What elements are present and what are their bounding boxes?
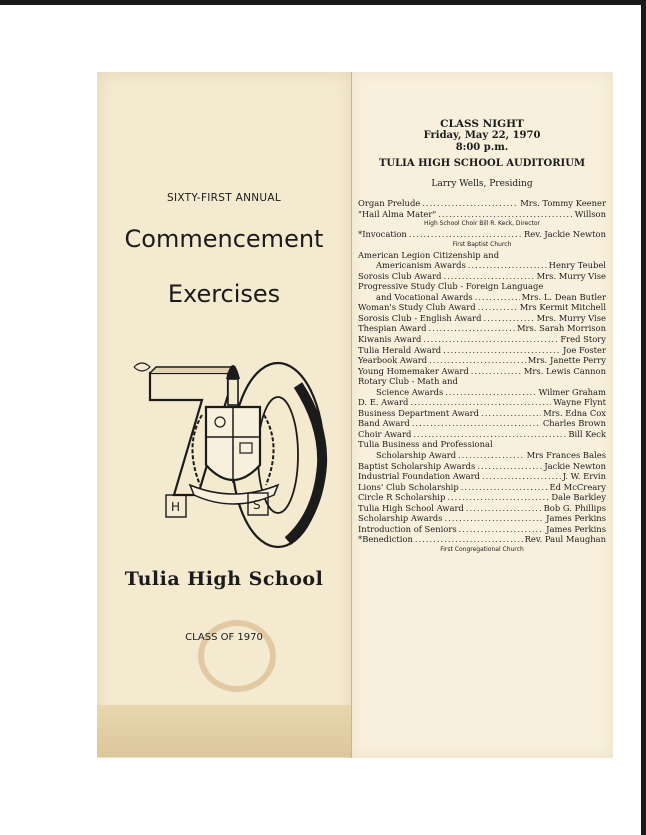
program-item xyxy=(358,492,606,503)
program-item xyxy=(358,387,606,398)
dot-leader xyxy=(429,355,526,366)
program-item xyxy=(358,450,606,461)
dot-leader xyxy=(482,471,561,482)
school-name: Tulia High School xyxy=(124,568,324,590)
program-item-presenter: Bill Keck xyxy=(568,428,606,439)
class-of-label: CLASS OF 1970 xyxy=(185,632,263,643)
class-night-program xyxy=(358,118,606,555)
program-item-presenter: Ed McCreary xyxy=(549,481,606,492)
program-item-presenter: Bob G. Phillips xyxy=(543,502,606,513)
program-item xyxy=(358,302,606,313)
program-note: First Baptist Church xyxy=(452,240,512,248)
program-item xyxy=(358,313,606,324)
program-list xyxy=(358,198,606,555)
program-item xyxy=(358,429,606,440)
dot-leader xyxy=(471,366,522,377)
program-item-label: Choir Award xyxy=(358,428,412,439)
program-item xyxy=(358,355,606,366)
dot-leader xyxy=(461,482,548,493)
paper-stain xyxy=(97,705,351,757)
program-item-label: Sorosis Club Award xyxy=(358,270,442,281)
program-note: High School Choir Bill R. Keck, Director xyxy=(423,220,541,228)
dot-leader xyxy=(478,302,518,313)
program-item-label: Science Awards xyxy=(376,386,444,397)
program-item-presenter: Mrs. Sarah Morrison xyxy=(516,323,606,334)
program-item-presenter: Wilmer Graham xyxy=(538,386,606,397)
program-item-label: Thespian Award xyxy=(358,323,427,334)
dot-leader xyxy=(443,345,561,356)
program-item-presenter: Mrs. Murry Vise xyxy=(536,270,606,281)
dot-leader xyxy=(444,513,544,524)
program-item xyxy=(358,408,606,419)
program-item-presenter: J. W. Ervin xyxy=(562,471,606,482)
program-item xyxy=(358,345,606,356)
program-item xyxy=(358,471,606,482)
fold-line xyxy=(351,72,352,758)
program-item-label: Organ Prelude xyxy=(358,198,421,208)
program-item-label: Kiwanis Award xyxy=(358,334,422,345)
program-date: Friday, May 22, 1970 xyxy=(423,130,541,141)
program-item-presenter: James Perkins xyxy=(546,513,606,524)
program-item-label: Sorosis Club - English Award xyxy=(358,312,482,323)
svg-text:H: H xyxy=(171,500,181,514)
program-note: First Congregational Church xyxy=(440,545,524,553)
dot-leader xyxy=(438,209,573,220)
program-item-label: Business Department Award xyxy=(358,407,480,418)
program-item xyxy=(358,334,606,345)
program-item xyxy=(358,513,606,524)
dot-leader xyxy=(475,292,520,303)
title-commencement: Commencement xyxy=(124,225,324,253)
program-item-label: Circle R Scholarship xyxy=(358,492,446,503)
program-item-presenter: Mrs. L. Dean Butler xyxy=(521,291,606,302)
program-item-presenter: Fred Story xyxy=(560,334,606,345)
dot-leader xyxy=(415,534,523,545)
program-item-presenter: Rev. Paul Maughan xyxy=(524,534,606,545)
program-item-label: Band Award xyxy=(358,418,410,429)
dot-leader xyxy=(445,387,536,398)
program-item xyxy=(358,366,606,377)
program-item-label: Industrial Foundation Award xyxy=(358,471,481,482)
program-item-label: Young Homemaker Award xyxy=(358,365,469,376)
program-item-label: Scholarship Awards xyxy=(358,513,443,524)
program-presiding: Larry Wells, Presiding xyxy=(431,179,533,189)
program-item-presenter: Mrs. Edna Cox xyxy=(543,407,606,418)
program-item-presenter: Wayne Flynt xyxy=(553,397,606,408)
program-item xyxy=(358,271,606,282)
dot-leader xyxy=(413,429,566,440)
program-item-label: "Hail Alma Mater" xyxy=(358,208,437,219)
dot-leader xyxy=(477,461,542,472)
annual-label: SIXTY-FIRST ANNUAL xyxy=(167,192,281,204)
title-exercises: Exercises xyxy=(167,280,281,308)
program-item-presenter: Mrs. Lewis Cannon xyxy=(523,365,606,376)
dot-leader xyxy=(481,408,541,419)
program-item-presenter: Henry Teubel xyxy=(548,260,606,271)
program-item xyxy=(358,461,606,472)
program-item-presenter: Joe Foster xyxy=(562,344,606,355)
program-item-presenter: Mrs Frances Bales xyxy=(526,450,606,461)
dot-leader xyxy=(458,450,524,461)
program-item-presenter: Mrs. Tommy Keener xyxy=(520,198,606,208)
program-item-label: Introduction of Seniors xyxy=(358,523,457,534)
program-item-label: Tulia Herald Award xyxy=(358,344,442,355)
program-item xyxy=(358,209,606,220)
dot-leader xyxy=(484,313,535,324)
program-item xyxy=(358,260,606,271)
dot-leader xyxy=(422,198,518,209)
program-title: CLASS NIGHT xyxy=(440,118,524,130)
dot-leader xyxy=(447,492,549,503)
program-item xyxy=(358,397,606,408)
program-item-presenter: Rev. Jackie Newton xyxy=(524,229,606,240)
program-item-label: Americanism Awards xyxy=(376,260,466,271)
program-item xyxy=(358,229,606,240)
program-item-label: Lions' Club Scholarship xyxy=(358,481,459,492)
program-item-label: *Benediction xyxy=(358,534,413,545)
program-item-presenter: Jackie Newton xyxy=(544,460,606,471)
coffee-ring-stain xyxy=(198,620,276,692)
dot-leader xyxy=(412,418,541,429)
program-venue: TULIA HIGH SCHOOL AUDITORIUM xyxy=(378,158,586,169)
program-item-presenter: Mrs. Murry Vise xyxy=(536,312,606,323)
program-item-label: and Vocational Awards xyxy=(376,291,473,302)
program-item xyxy=(358,418,606,429)
program-item-label: D. E. Award xyxy=(358,397,409,408)
program-item-label: *Invocation xyxy=(358,229,407,240)
program-item-label: Scholarship Award xyxy=(376,450,457,461)
program-item xyxy=(358,503,606,514)
program-item-presenter: Dale Barkley xyxy=(551,492,606,503)
program-item-presenter: Mrs Kermit Mitchell xyxy=(519,302,606,313)
program-item-presenter: James Perkins xyxy=(546,523,606,534)
dot-leader xyxy=(468,260,547,271)
program-item-heading: Progressive Study Club - Foreign Language xyxy=(358,281,544,292)
program-item-presenter: Mrs. Janette Perry xyxy=(527,355,606,366)
dot-leader xyxy=(443,271,534,282)
program-item-heading: American Legion Citizenship and xyxy=(358,249,500,260)
dot-leader xyxy=(429,323,515,334)
program-item-label: Woman's Study Club Award xyxy=(358,302,476,313)
dot-leader xyxy=(409,229,522,240)
program-item-label: Baptist Scholarship Awards xyxy=(358,460,476,471)
program-item-heading: Rotary Club - Math and xyxy=(358,376,458,387)
dot-leader xyxy=(423,334,558,345)
dot-leader xyxy=(459,524,545,535)
seventy-crest-emblem xyxy=(128,345,328,555)
dot-leader xyxy=(410,397,551,408)
program-item-label: Yearbook Award xyxy=(358,355,428,366)
program-item xyxy=(358,292,606,303)
svg-text:S: S xyxy=(253,498,261,512)
dot-leader xyxy=(466,503,542,514)
program-item xyxy=(358,198,606,209)
program-item xyxy=(358,323,606,334)
program-item-label: Tulia High School Award xyxy=(358,502,464,513)
program-item xyxy=(358,534,606,545)
program-time: 8:00 p.m. xyxy=(455,142,509,153)
program-item xyxy=(358,482,606,493)
program-item-presenter: Willson xyxy=(574,208,606,219)
program-item-heading: Tulia Business and Professional xyxy=(358,439,493,450)
program-item-presenter: Charles Brown xyxy=(542,418,606,429)
program-item xyxy=(358,524,606,535)
